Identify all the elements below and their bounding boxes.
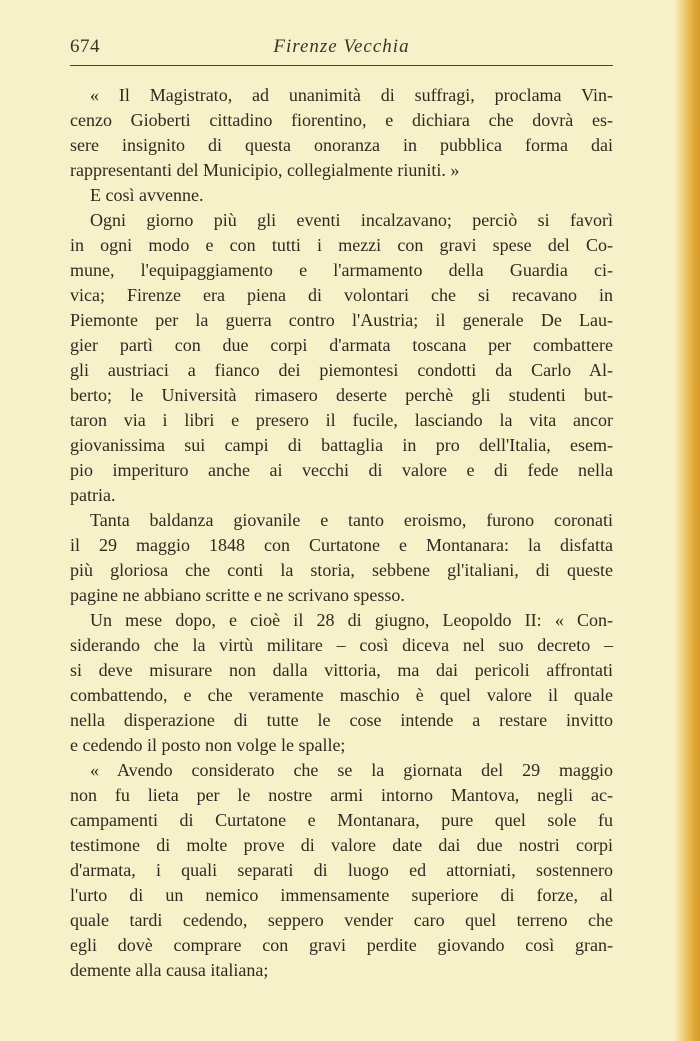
text-line: si deve misurare non dalla vittoria, ma dai pericoli affrontati xyxy=(70,660,613,680)
text-line: vica; Firenze era piena di volontari che si recavano in xyxy=(70,285,613,305)
text-line: giovanissima sui campi di battaglia in pro dell'Italia, esem- xyxy=(70,435,613,455)
text-line: non fu lieta per le nostre armi intorno Mantova, negli ac- xyxy=(70,785,613,805)
text-line: patria. xyxy=(70,485,116,505)
text-line: d'armata, i quali separati di luogo ed attorniati, sostennero xyxy=(70,860,613,880)
text-line: egli dovè comprare con gravi perdite giovando così gran- xyxy=(70,935,613,955)
text-line: siderando che la virtù militare – così diceva nel suo decreto – xyxy=(70,635,613,655)
text-line: Un mese dopo, e cioè il 28 di giugno, Leopoldo II: « Con- xyxy=(90,610,613,630)
text-line: E così avvenne. xyxy=(90,185,204,205)
text-line: Ogni giorno più gli eventi incalzavano; perciò si favorì xyxy=(90,210,613,230)
text-line: mune, l'equipaggiamento e l'armamento della Guardia ci- xyxy=(70,260,613,280)
text-line: cenzo Gioberti cittadino fiorentino, e dichiara che dovrà es- xyxy=(70,110,613,130)
text-line: più gloriosa che conti la storia, sebbene gl'italiani, di queste xyxy=(70,560,613,580)
text-line: rappresentanti del Municipio, collegialmente riuniti. » xyxy=(70,160,460,180)
text-line: quale tardi cedendo, seppero vender caro quel terreno che xyxy=(70,910,613,930)
header-rule xyxy=(70,65,613,66)
page-edge-stain xyxy=(674,0,700,1041)
text-line: l'urto di un nemico immensamente superiore di forze, al xyxy=(70,885,613,905)
text-line: e cedendo il posto non volge le spalle; xyxy=(70,735,346,755)
text-line: nella disperazione di tutte le cose intende a restare invitto xyxy=(70,710,613,730)
running-title: Firenze Vecchia xyxy=(273,36,410,57)
body-text xyxy=(70,83,613,983)
text-line: il 29 maggio 1848 con Curtatone e Montanara: la disfatta xyxy=(70,535,613,555)
text-line: pagine ne abbiano scritte e ne scrivano spesso. xyxy=(70,585,405,605)
page-number: 674 xyxy=(70,36,100,57)
page-header xyxy=(70,36,613,60)
text-line: pio imperituro anche ai vecchi di valore e di fede nella xyxy=(70,460,613,480)
text-line: gli austriaci a fianco dei piemontesi condotti da Carlo Al- xyxy=(70,360,613,380)
text-line: combattendo, e che veramente maschio è quel valore il quale xyxy=(70,685,613,705)
text-line: taron via i libri e presero il fucile, lasciando la vita ancor xyxy=(70,410,613,430)
text-line: « Avendo considerato che se la giornata del 29 maggio xyxy=(90,760,613,780)
text-line: demente alla causa italiana; xyxy=(70,960,269,980)
text-line: testimone di molte prove di valore date dai due nostri corpi xyxy=(70,835,613,855)
text-line: Piemonte per la guerra contro l'Austria; il generale De Lau- xyxy=(70,310,613,330)
text-line: Tanta baldanza giovanile e tanto eroismo, furono coronati xyxy=(90,510,613,530)
text-line: « Il Magistrato, ad unanimità di suffragi, proclama Vin- xyxy=(90,85,613,105)
text-line: campamenti di Curtatone e Montanara, pure quel sole fu xyxy=(70,810,613,830)
text-line: in ogni modo e con tutti i mezzi con gravi spese del Co- xyxy=(70,235,613,255)
text-line: sere insignito di questa onoranza in pubblica forma dai xyxy=(70,135,613,155)
text-line: gier partì con due corpi d'armata toscana per combattere xyxy=(70,335,613,355)
text-line: berto; le Università rimasero deserte perchè gli studenti but- xyxy=(70,385,613,405)
